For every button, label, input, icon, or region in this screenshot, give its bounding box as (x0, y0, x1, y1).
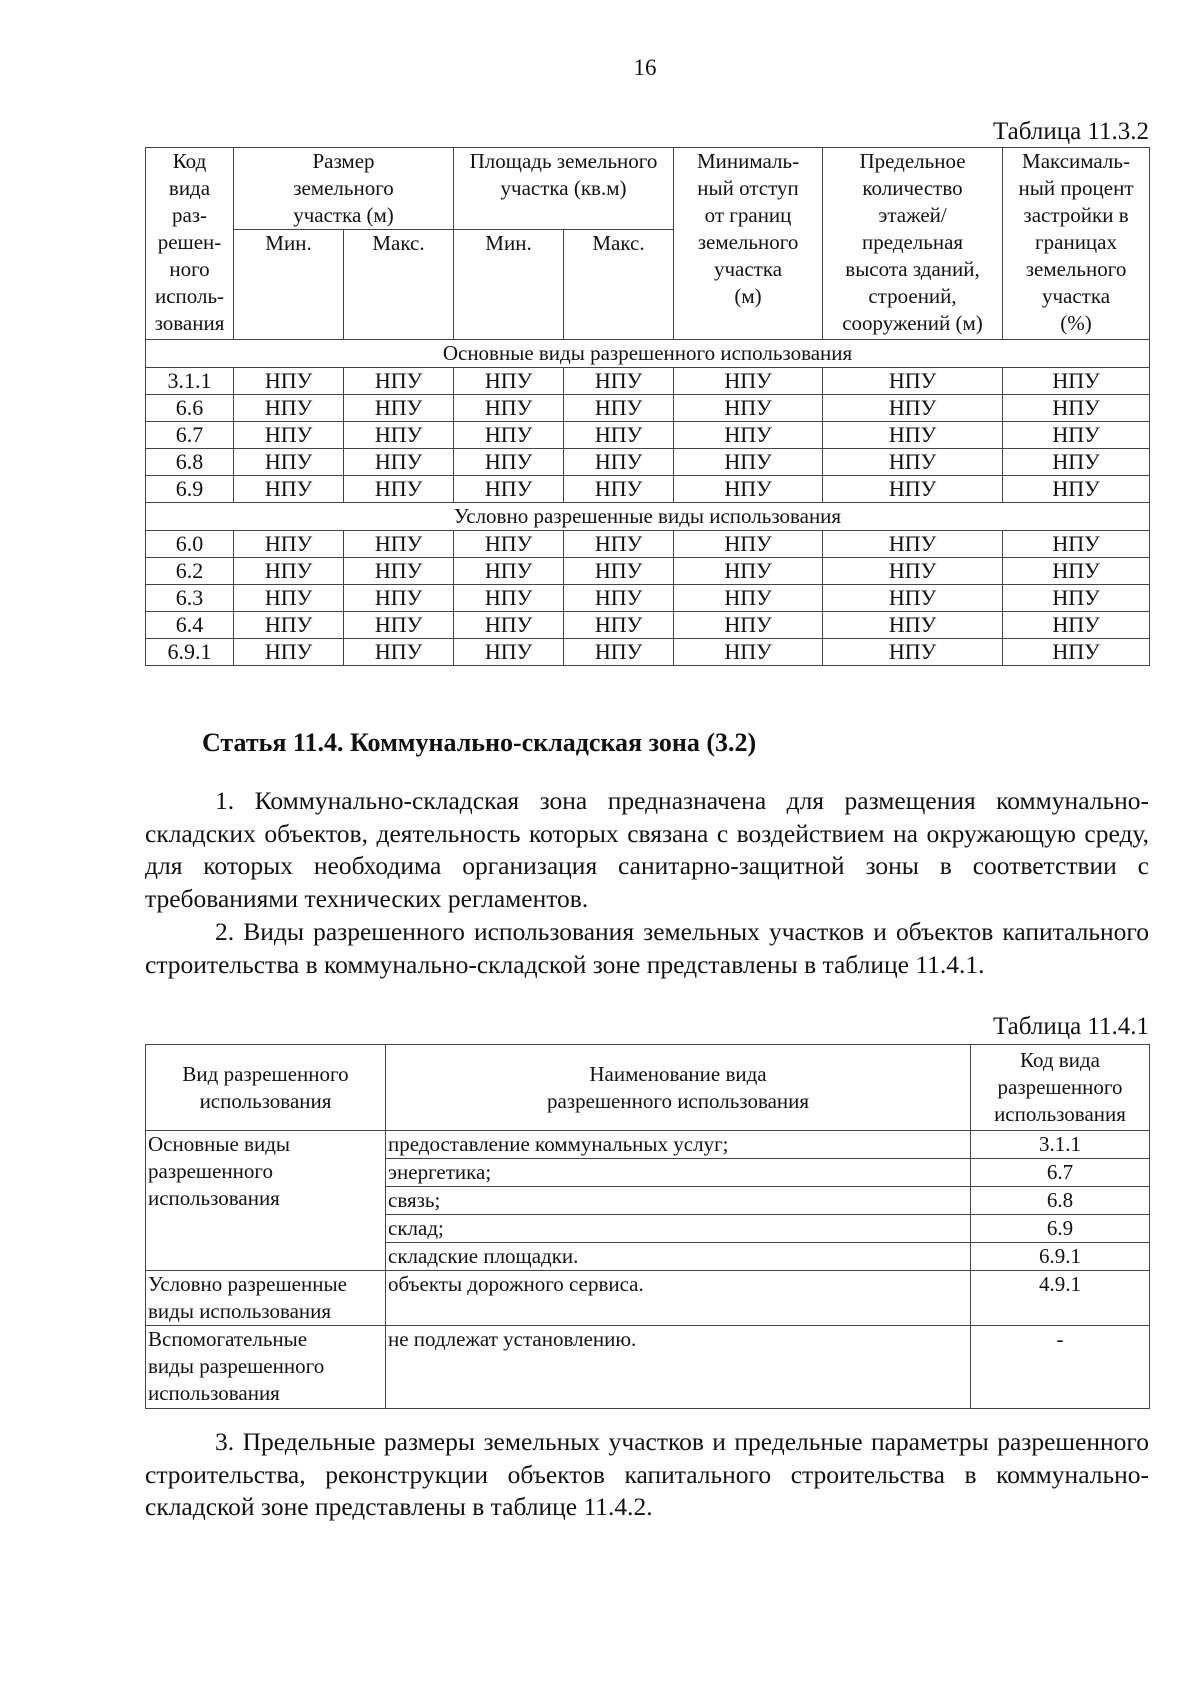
use-code: 6.7 (971, 1159, 1150, 1187)
row-value-cell: НПУ (1003, 612, 1150, 639)
table-row (146, 531, 1150, 558)
row-code-cell: 6.7 (146, 422, 234, 449)
use-code: 6.9.1 (971, 1243, 1150, 1271)
row-value-cell: НПУ (234, 558, 344, 585)
row-value-cell: НПУ (564, 531, 674, 558)
row-value-cell: НПУ (344, 368, 454, 395)
row-value-cell: НПУ (823, 558, 1003, 585)
group-conditional-uses: Условно разрешенные виды использования (146, 1271, 386, 1326)
table-caption-11-3-2: Таблица 11.3.2 (993, 118, 1149, 145)
table-row (146, 639, 1150, 666)
row-value-cell: НПУ (454, 449, 564, 476)
header-size-min: Мин. (234, 230, 344, 340)
row-value-cell: НПУ (823, 531, 1003, 558)
row-value-cell: НПУ (674, 395, 823, 422)
use-name: предоставление коммунальных услуг; (386, 1131, 971, 1159)
use-name: связь; (386, 1187, 971, 1215)
header-area: Площадь земельного участка (кв.м) (454, 148, 674, 230)
row-value-cell: НПУ (454, 476, 564, 503)
table-11-3-2-conditional-rows (146, 531, 1150, 666)
row-value-cell: НПУ (234, 639, 344, 666)
row-value-cell: НПУ (454, 368, 564, 395)
table-row (146, 558, 1150, 585)
table-row (146, 449, 1150, 476)
row-value-cell: НПУ (674, 449, 823, 476)
row-value-cell: НПУ (454, 395, 564, 422)
header-setback: Минималь- ный отступ от границ земельного участка (м) (674, 148, 823, 340)
row-value-cell: НПУ (344, 558, 454, 585)
row-value-cell: НПУ (823, 585, 1003, 612)
row-value-cell: НПУ (344, 612, 454, 639)
row-value-cell: НПУ (454, 558, 564, 585)
row-value-cell: НПУ (234, 422, 344, 449)
table-11-3-2-main-rows (146, 368, 1150, 503)
row-value-cell: НПУ (1003, 639, 1150, 666)
row-value-cell: НПУ (1003, 422, 1150, 449)
table-row (146, 368, 1150, 395)
row-value-cell: НПУ (1003, 368, 1150, 395)
table-row (146, 476, 1150, 503)
row-value-cell: НПУ (1003, 531, 1150, 558)
header-code: Код вида раз- решен- ного исполь- зования (146, 148, 234, 340)
row-value-cell: НПУ (344, 395, 454, 422)
row-value-cell: НПУ (1003, 476, 1150, 503)
table-row (146, 422, 1150, 449)
row-code-cell: 3.1.1 (146, 368, 234, 395)
row-value-cell: НПУ (674, 476, 823, 503)
table-row (146, 585, 1150, 612)
row-value-cell: НПУ (344, 476, 454, 503)
row-value-cell: НПУ (234, 368, 344, 395)
header-use-name: Наименование вида разрешенного использования (386, 1045, 971, 1131)
table-11-4-1 (145, 1044, 1150, 1409)
header-use-type: Вид разрешенного использования (146, 1045, 386, 1131)
row-value-cell: НПУ (564, 422, 674, 449)
paragraph-2: 2. Виды разрешенного использования земельных участков и объектов капитального строительства в коммунально-складской зоне представлены в таблице 11.4.1. (145, 917, 1149, 979)
header-size: Размер земельного участка (м) (234, 148, 454, 230)
article-heading: Статья 11.4. Коммунально-складская зона (3.2) (202, 728, 757, 757)
row-value-cell: НПУ (564, 449, 674, 476)
row-value-cell: НПУ (234, 449, 344, 476)
page-number: 16 (633, 55, 657, 80)
row-value-cell: НПУ (674, 558, 823, 585)
row-value-cell: НПУ (234, 395, 344, 422)
table-row (146, 612, 1150, 639)
row-value-cell: НПУ (454, 585, 564, 612)
row-value-cell: НПУ (823, 395, 1003, 422)
row-value-cell: НПУ (823, 449, 1003, 476)
table-11-3-2 (145, 147, 1150, 666)
conditional-use-name: объекты дорожного сервиса. (386, 1271, 971, 1326)
row-value-cell: НПУ (564, 368, 674, 395)
row-code-cell: 6.9 (146, 476, 234, 503)
row-code-cell: 6.9.1 (146, 639, 234, 666)
header-coverage: Максималь- ный процент застройки в границах земельного участка (%) (1003, 148, 1150, 340)
header-size-max: Макс. (344, 230, 454, 340)
use-code: 6.8 (971, 1187, 1150, 1215)
row-value-cell: НПУ (454, 422, 564, 449)
table-row (146, 395, 1150, 422)
paragraph-1: 1. Коммунально-складская зона предназначена для размещения коммунально-складских объектов, деятельность которых связана с воздействием на окружающую среду, для которых необходима организация санитарно-защитной зоны в соответствии с требованиями технических регламентов. (145, 786, 1149, 913)
row-value-cell: НПУ (1003, 449, 1150, 476)
row-value-cell: НПУ (674, 531, 823, 558)
header-area-min: Мин. (454, 230, 564, 340)
row-value-cell: НПУ (1003, 395, 1150, 422)
row-value-cell: НПУ (564, 558, 674, 585)
row-code-cell: 6.6 (146, 395, 234, 422)
row-value-cell: НПУ (674, 612, 823, 639)
row-value-cell: НПУ (823, 612, 1003, 639)
section-conditional-uses: Условно разрешенные виды использования (146, 503, 1150, 531)
row-value-cell: НПУ (564, 476, 674, 503)
row-code-cell: 6.4 (146, 612, 234, 639)
conditional-use-code: 4.9.1 (971, 1271, 1150, 1326)
header-area-max: Макс. (564, 230, 674, 340)
auxiliary-use-code: - (971, 1326, 1150, 1409)
use-code: 6.9 (971, 1215, 1150, 1243)
group-auxiliary-uses: Вспомогательные виды разрешенного использования (146, 1326, 386, 1409)
use-name: складские площадки. (386, 1243, 971, 1271)
row-value-cell: НПУ (823, 422, 1003, 449)
table-caption-11-4-1: Таблица 11.4.1 (993, 1013, 1149, 1040)
row-value-cell: НПУ (564, 395, 674, 422)
group-main-uses: Основные виды разрешенного использования (146, 1131, 386, 1271)
header-use-code: Код вида разрешенного использования (971, 1045, 1150, 1131)
row-value-cell: НПУ (234, 531, 344, 558)
row-value-cell: НПУ (344, 639, 454, 666)
row-value-cell: НПУ (234, 612, 344, 639)
section-main-uses: Основные виды разрешенного использования (146, 340, 1150, 368)
row-value-cell: НПУ (674, 368, 823, 395)
auxiliary-use-name: не подлежат установлению. (386, 1326, 971, 1409)
row-value-cell: НПУ (1003, 585, 1150, 612)
row-value-cell: НПУ (564, 639, 674, 666)
row-value-cell: НПУ (564, 585, 674, 612)
row-value-cell: НПУ (234, 585, 344, 612)
row-value-cell: НПУ (344, 422, 454, 449)
row-value-cell: НПУ (823, 368, 1003, 395)
paragraph-3: 3. Предельные размеры земельных участков и предельные параметры разрешенного строительства, реконструкции объектов капитального строительства в коммунально-складской зоне представлены в таблице 11.4.2. (145, 1427, 1149, 1521)
row-value-cell: НПУ (454, 612, 564, 639)
row-value-cell: НПУ (564, 612, 674, 639)
row-value-cell: НПУ (344, 531, 454, 558)
row-value-cell: НПУ (674, 639, 823, 666)
row-value-cell: НПУ (234, 476, 344, 503)
use-code: 3.1.1 (971, 1131, 1150, 1159)
use-name: энергетика; (386, 1159, 971, 1187)
row-code-cell: 6.2 (146, 558, 234, 585)
row-value-cell: НПУ (454, 639, 564, 666)
row-value-cell: НПУ (823, 639, 1003, 666)
row-code-cell: 6.0 (146, 531, 234, 558)
row-value-cell: НПУ (344, 585, 454, 612)
row-value-cell: НПУ (823, 476, 1003, 503)
row-value-cell: НПУ (454, 531, 564, 558)
row-value-cell: НПУ (344, 449, 454, 476)
row-value-cell: НПУ (674, 422, 823, 449)
row-value-cell: НПУ (1003, 558, 1150, 585)
use-name: склад; (386, 1215, 971, 1243)
row-code-cell: 6.8 (146, 449, 234, 476)
row-value-cell: НПУ (674, 585, 823, 612)
row-code-cell: 6.3 (146, 585, 234, 612)
header-floors: Предельное количество этажей/ предельная высота зданий, строений, сооружений (м) (823, 148, 1003, 340)
